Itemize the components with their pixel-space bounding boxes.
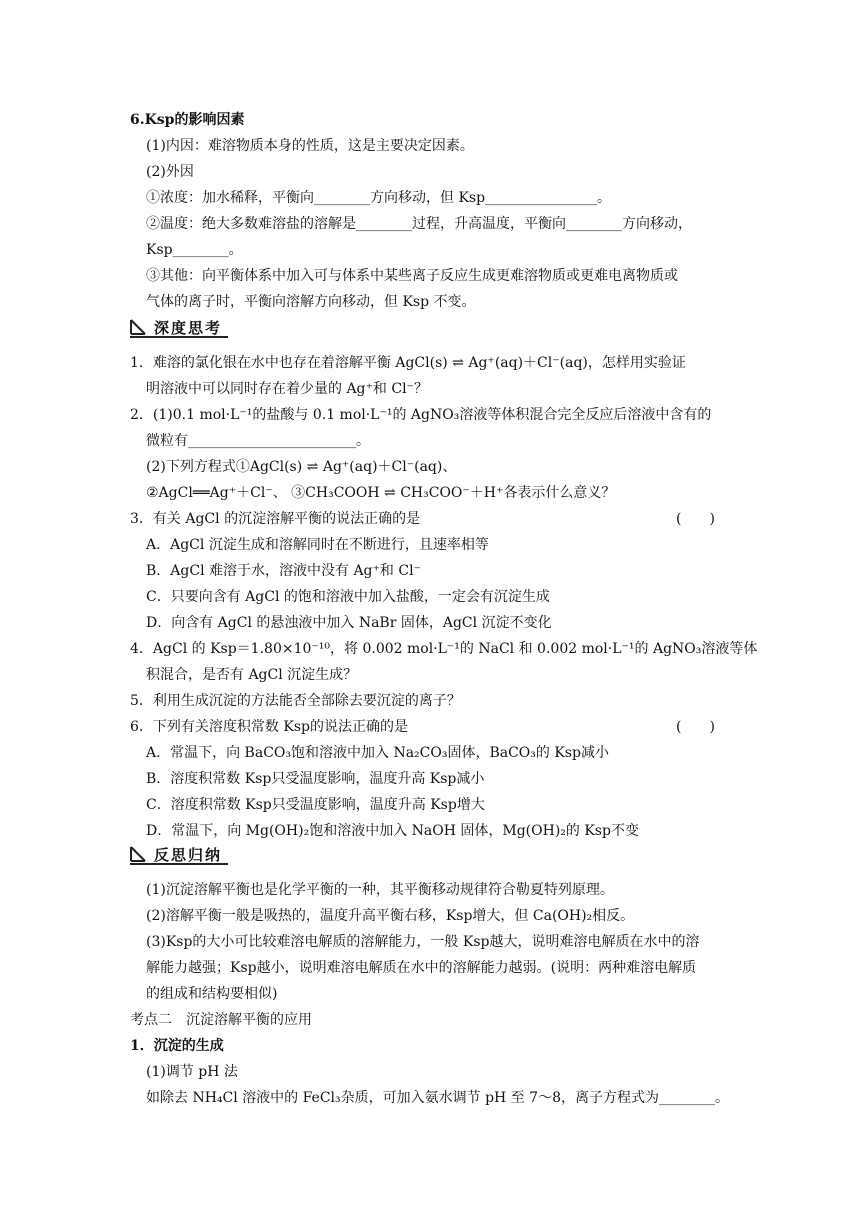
question-3-option-a: A．AgCl 沉淀生成和溶解同时在不断进行，且速率相等 [146,537,489,553]
question-4-line-a: 4．AgCl 的 Ksp＝1.80×10⁻¹⁰，将 0.002 mol·L⁻¹的 NaCl 和 0.002 mol·L⁻¹的 AgNO₃溶液等体 [130,641,758,657]
question-1-line-a: 1．难溶的氯化银在水中也存在着溶解平衡 AgCl(s) ⇌ Ag⁺(aq)＋Cl⁻(aq)，怎样用实验证 [130,355,686,371]
reflection-title: 反思归纳 [154,845,223,864]
question-5: 5．利用生成沉淀的方法能否全部除去要沉淀的离子？ [130,693,461,709]
section-6-title: 6.Ksp的影响因素 [130,112,245,128]
reflection-line-3b: 解能力越强；Ksp越小，说明难溶电解质在水中的溶解能力越弱。(说明：两种难溶电解质 [146,960,697,976]
question-6-option-a: A．常温下，向 BaCO₃饱和溶液中加入 Na₂CO₃固体，BaCO₃的 Ksp减小 [146,745,609,761]
diagonal-arrow-icon [130,319,146,335]
section-6-line-3: ①浓度：加水稀释，平衡向________方向移动，但 Ksp________________。 [146,190,612,206]
question-3-option-b: B．AgCl 难溶于水，溶液中没有 Ag⁺和 Cl⁻ [146,563,421,579]
reflection-line-3a: (3)Ksp的大小可比较难溶电解质的溶解能力，一般 Ksp越大，说明难溶电解质在水中的溶 [146,934,700,950]
question-4-line-b: 积混合，是否有 AgCl 沉淀生成？ [146,667,358,683]
question-3-option-d: D．向含有 AgCl 的悬浊液中加入 NaBr 固体，AgCl 沉淀不变化 [146,615,552,631]
section-6-line-7: 气体的离子时，平衡向溶解方向移动，但 Ksp 不变。 [146,294,476,310]
section-6-line-4: ②温度：绝大多数难溶盐的溶解是________过程，升高温度，平衡向________方向移动， [146,216,692,232]
question-1-line-b: 明溶液中可以同时存在着少量的 Ag⁺和 Cl⁻？ [146,381,428,397]
heading-underline [130,336,228,338]
question-6-option-d: D．常温下，向 Mg(OH)₂饱和溶液中加入 NaOH 固体，Mg(OH)₂的 Ksp不变 [146,823,639,839]
diagonal-arrow-icon [130,846,146,862]
section-2-sub-1-1: (1)调节 pH 法 [146,1064,238,1080]
reflection-line-2: (2)溶解平衡一般是吸热的，温度升高平衡右移，Ksp增大，但 Ca(OH)₂相反。 [146,908,635,924]
reflection-heading [130,843,228,865]
section-6-line-1: (1)内因：难溶物质本身的性质，这是主要决定因素。 [146,138,474,154]
deep-thinking-title: 深度思考 [154,318,223,337]
section-6-line-5: Ksp________。 [146,242,243,258]
question-3-option-c: C．只要向含有 AgCl 的饱和溶液中加入盐酸，一定会有沉淀生成 [146,589,550,605]
section-6-line-6: ③其他：向平衡体系中加入可与体系中某些离子反应生成更难溶物质或更难电离物质或 [146,268,678,284]
question-6-answer-blank: ( ) [676,719,715,735]
deep-thinking-heading [130,316,228,338]
reflection-line-3c: 的组成和结构要相似) [146,986,278,1002]
question-2-line-c: (2)下列方程式①AgCl(s) ⇌ Ag⁺(aq)＋Cl⁻(aq)、 [146,459,457,475]
question-2-line-a: 2．(1)0.1 mol·L⁻¹的盐酸与 0.1 mol·L⁻¹的 AgNO₃溶液等体积混合完全反应后溶液中含有的 [130,407,712,423]
question-6-option-b: B．溶度积常数 Ksp只受温度影响，温度升高 Ksp减小 [146,771,485,787]
question-6-option-c: C．溶度积常数 Ksp只受温度影响，温度升高 Ksp增大 [146,797,485,813]
section-2-heading: 考点二 沉淀溶解平衡的应用 [130,1012,312,1028]
section-2-sub-1-2: 如除去 NH₄Cl 溶液中的 FeCl₃杂质，可加入氨水调节 pH 至 7～8，离子方程式为________。 [146,1090,729,1106]
question-6: 6．下列有关溶度积常数 Ksp的说法正确的是 [130,719,408,735]
question-2-line-d: ②AgCl══Ag⁺＋Cl⁻、 ③CH₃COOH ⇌ CH₃COO⁻＋H⁺各表示什么意义？ [146,485,616,501]
section-2-sub-1: 1．沉淀的生成 [130,1038,224,1054]
section-6-line-2: (2)外因 [146,164,194,180]
question-3: 3．有关 AgCl 的沉淀溶解平衡的说法正确的是 [130,511,421,527]
question-3-answer-blank: ( ) [676,511,715,527]
heading-underline [130,863,228,865]
question-2-line-b: 微粒有________________________。 [146,433,370,449]
reflection-line-1: (1)沉淀溶解平衡也是化学平衡的一种，其平衡移动规律符合勒夏特列原理。 [146,882,614,898]
